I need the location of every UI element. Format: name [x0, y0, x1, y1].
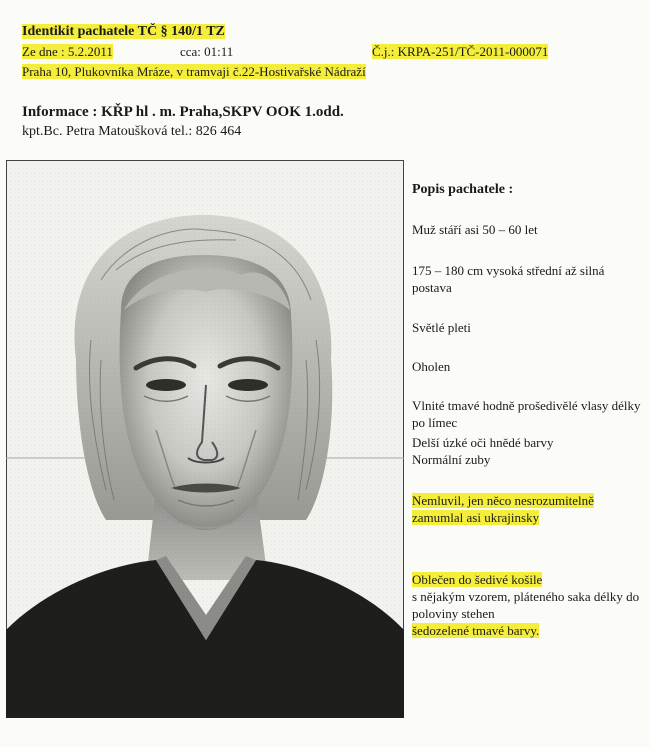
description-age: Muž stáří asi 50 – 60 let [412, 222, 538, 237]
description-heading: Popis pachatele : [412, 182, 514, 197]
description-clothing-2: s nějakým vzorem, pláteného saka délky do poloviny stehen [412, 589, 640, 621]
description-teeth: Normální zuby [412, 452, 491, 467]
incident-date: Ze dne : 5.2.2011 [22, 44, 113, 59]
incident-time: cca: 01:11 [180, 44, 234, 59]
incident-location: Praha 10, Plukovníka Mráze, v tramvaji č.22-Hostivařské Nádraží [22, 64, 366, 79]
description-clothing-3: šedozelené tmavé barvy. [412, 623, 540, 638]
composite-sketch-image [6, 160, 404, 718]
description-hair: Vlnité tmavé hodně prošedivělé vlasy délky po límec [412, 398, 641, 430]
description-eyes: Delší úzké oči hnědé barvy [412, 435, 554, 450]
contact-info-line: Informace : KŘP hl . m. Praha,SKPV OOK 1.odd. [22, 104, 344, 120]
description-height: 175 – 180 cm vysoká střední až silná postava [412, 263, 605, 295]
case-number: Č.j.: KRPA-251/TČ-2011-000071 [372, 44, 549, 59]
description-speech: Nemluvil, jen něco nesrozumitelně zamumlal asi ukrajinsky [412, 493, 594, 525]
description-skin: Světlé pleti [412, 320, 471, 335]
description-shaven: Oholen [412, 359, 451, 374]
description-clothing-1: Oblečen do šedivé košile [412, 572, 543, 587]
document-title: Identikit pachatele TČ § 140/1 TZ [22, 24, 225, 39]
contact-person-line: kpt.Bc. Petra Matoušková tel.: 826 464 [22, 124, 242, 139]
